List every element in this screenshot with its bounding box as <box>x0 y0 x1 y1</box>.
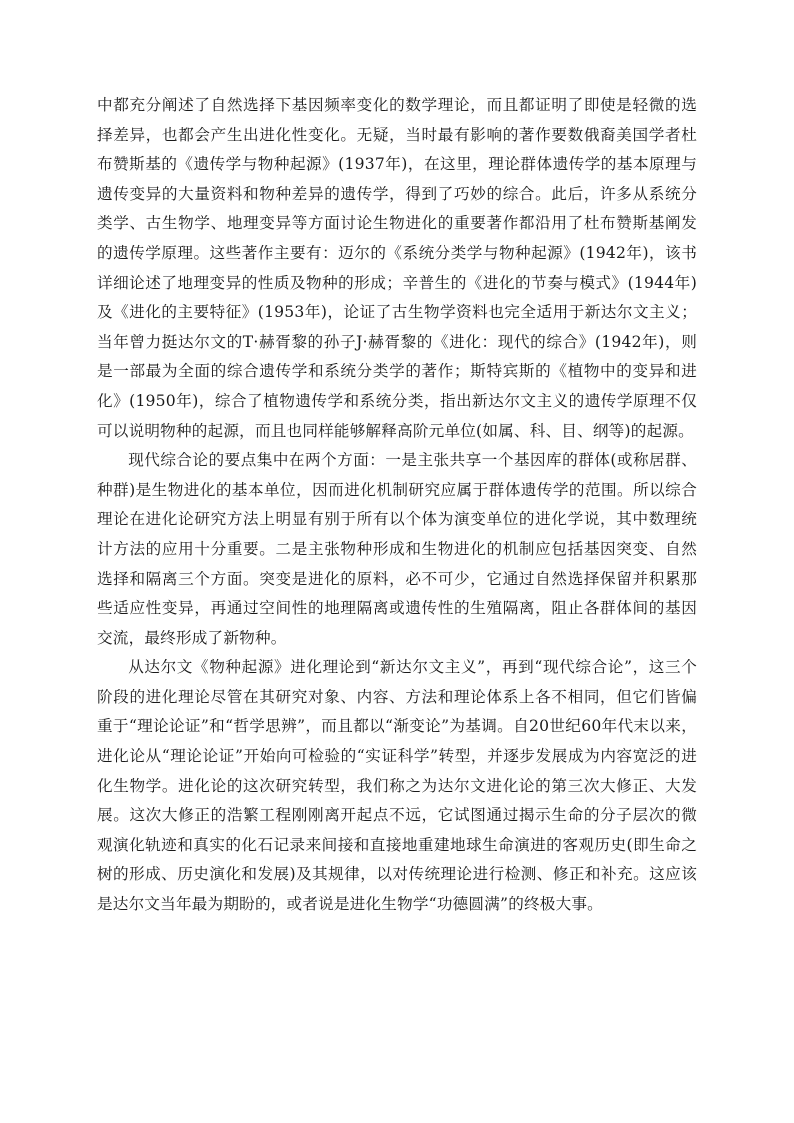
document-body <box>97 91 697 920</box>
paragraph-modern-synthesis-points: 现代综合论的要点集中在两个方面：一是主张共享一个基因库的群体(或称居群、种群)是生物进化的基本单位，因而进化机制研究应属于群体遗传学的范围。所以综合理论在进化论研究方法上明显有别于所有以个体为演变单位的进化学说，其中数理统计方法的应用十分重要。二是主张物种形成和生物进化的机制应包括基因突变、自然选择和隔离三个方面。突变是进化的原料，必不可少，它通过自然选择保留并积累那些适应性变异，再通过空间性的地理隔离或遗传性的生殖隔离，阻止各群体间的基因交流，最终形成了新物种。 <box>97 451 697 647</box>
paragraph-evolution-theory-stages: 从达尔文《物种起源》进化理论到“新达尔文主义”，再到“现代综合论”，这三个阶段的进化理论尽管在其研究对象、内容、方法和理论体系上各不相同，但它们皆偏重于“理论论证”和“哲学思辨”，而且都以“渐变论”为基调。自20世纪60年代末以来，进化论从“理论论证”开始向可检验的“实证科学”转型，并逐步发展成为内容宽泛的进化生物学。进化论的这次研究转型，我们称之为达尔文进化论的第三次大修正、大发展。这次大修正的浩繁工程刚刚离开起点不远，它试图通过揭示生命的分子层次的微观演化轨迹和真实的化石记录来间接和直接地重建地球生命演进的客观历史(即生命之树的形成、历史演化和发展)及其规律，以对传统理论进行检测、修正和补充。这应该是达尔文当年最为期盼的，或者说是进化生物学“功德圆满”的终极大事。 <box>97 658 697 914</box>
paragraph-continuation: 中都充分阐述了自然选择下基因频率变化的数学理论，而且都证明了即使是轻微的选择差异，也都会产生出进化性变化。无疑，当时最有影响的著作要数俄裔美国学者杜布赞斯基的《遗传学与物种起源》(1937年)，在这里，理论群体遗传学的基本原理与遗传变异的大量资料和物种差异的遗传学，得到了巧妙的综合。此后，许多从系统分类学、古生物学、地理变异等方面讨论生物进化的重要著作都沿用了杜布赞斯基阐发的遗传学原理。这些著作主要有：迈尔的《系统分类学与物种起源》(1942年)，该书详细论述了地理变异的性质及物种的形成；辛普生的《进化的节奏与模式》(1944年)及《进化的主要特征》(1953年)，论证了古生物学资料也完全适用于新达尔文主义；当年曾力挺达尔文的T·赫胥黎的孙子J·赫胥黎的《进化：现代的综合》(1942年)，则是一部最为全面的综合遗传学和系统分类学的著作；斯特宾斯的《植物中的变异和进化》(1950年)，综合了植物遗传学和系统分类，指出新达尔文主义的遗传学原理不仅可以说明物种的起源，而且也同样能够解释高阶元单位(如属、科、目、纲等)的起源。 <box>97 96 697 440</box>
